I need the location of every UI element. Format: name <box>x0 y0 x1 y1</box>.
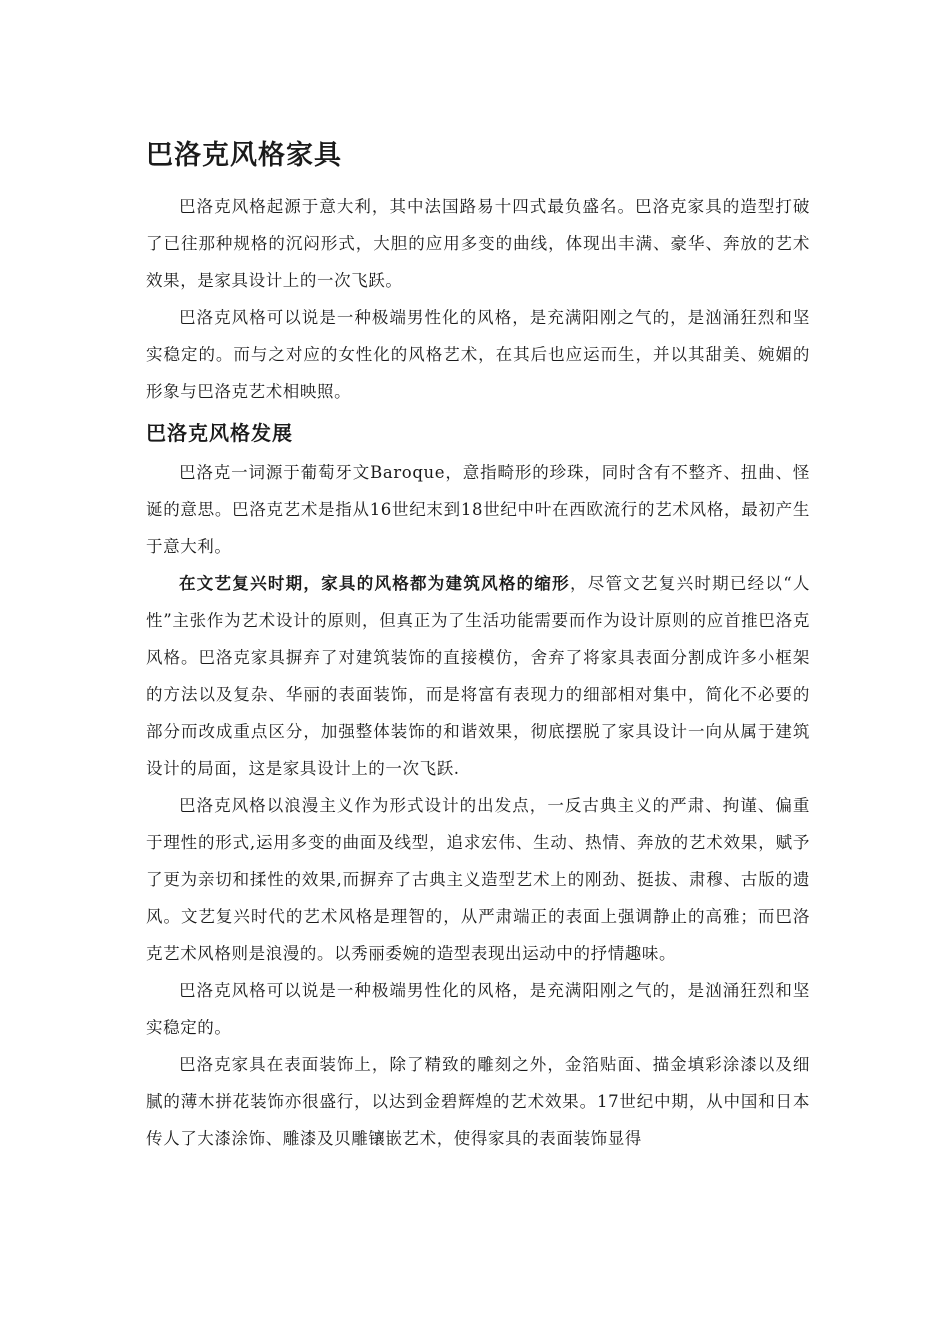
section-paragraph-1: 巴洛克一词源于葡萄牙文Baroque，意指畸形的珍珠，同时含有不整齐、扭曲、怪诞的意思。巴洛克艺术是指从16世纪末到18世纪中叶在西欧流行的艺术风格，最初产生于意大利。 <box>146 463 810 556</box>
document-title: 巴洛克风格家具 <box>146 140 342 171</box>
section-paragraph-5: 巴洛克家具在表面装饰上，除了精致的雕刻之外，金箔贴面、描金填彩涂漆以及细腻的薄木拼花装饰亦很盛行，以达到金碧辉煌的艺术效果。17世纪中期，从中国和日本传人了大漆涂饰、雕漆及贝雕镶嵌艺术，使得家具的表面装饰显得 <box>146 1055 810 1148</box>
section-heading: 巴洛克风格发展 <box>146 421 293 445</box>
section-paragraph-2 <box>146 565 810 787</box>
paragraph-2-text: ，尽管文艺复兴时期已经以“人性”主张作为艺术设计的原则，但真正为了生活功能需要而作为设计原则的应首推巴洛克风格。巴洛克家具摒弃了对建筑装饰的直接模仿，舍弃了将家具表面分割成许多小框架的方法以及复杂、华丽的表面装饰，而是将富有表现力的细部相对集中，简化不必要的部分而改成重点区分，加强整体装饰的和谐效果，彻底摆脱了家具设计一向从属于建筑设计的局面，这是家具设计上的一次飞跃. <box>146 574 810 778</box>
bold-lead-sentence: 在文艺复兴时期，家具的风格都为建筑风格的缩形 <box>179 574 570 593</box>
section-paragraph-3: 巴洛克风格以浪漫主义作为形式设计的出发点，一反古典主义的严肃、拘谨、偏重于理性的形式,运用多变的曲面及线型，追求宏伟、生动、热情、奔放的艺术效果，赋予了更为亲切和揉性的效果,而摒弃了古典主义造型艺术上的刚劲、挺拔、肃穆、古版的遗风。文艺复兴时代的艺术风格是理智的，从严肃端正的表面上强调静止的高雅；而巴洛克艺术风格则是浪漫的。以秀丽委婉的造型表现出运动中的抒情趣味。 <box>146 796 810 963</box>
intro-paragraph-1: 巴洛克风格起源于意大利，其中法国路易十四式最负盛名。巴洛克家具的造型打破了已往那种规格的沉闷形式，大胆的应用多变的曲线，体现出丰满、豪华、奔放的艺术效果，是家具设计上的一次飞跃。 <box>146 197 810 290</box>
intro-paragraph-2: 巴洛克风格可以说是一种极端男性化的风格，是充满阳刚之气的，是汹涌狂烈和坚实稳定的。而与之对应的女性化的风格艺术，在其后也应运而生，并以其甜美、婉媚的形象与巴洛克艺术相映照。 <box>146 308 810 401</box>
section-paragraph-4: 巴洛克风格可以说是一种极端男性化的风格，是充满阳刚之气的，是汹涌狂烈和坚实稳定的。 <box>146 981 810 1037</box>
document-body <box>146 138 810 1157</box>
